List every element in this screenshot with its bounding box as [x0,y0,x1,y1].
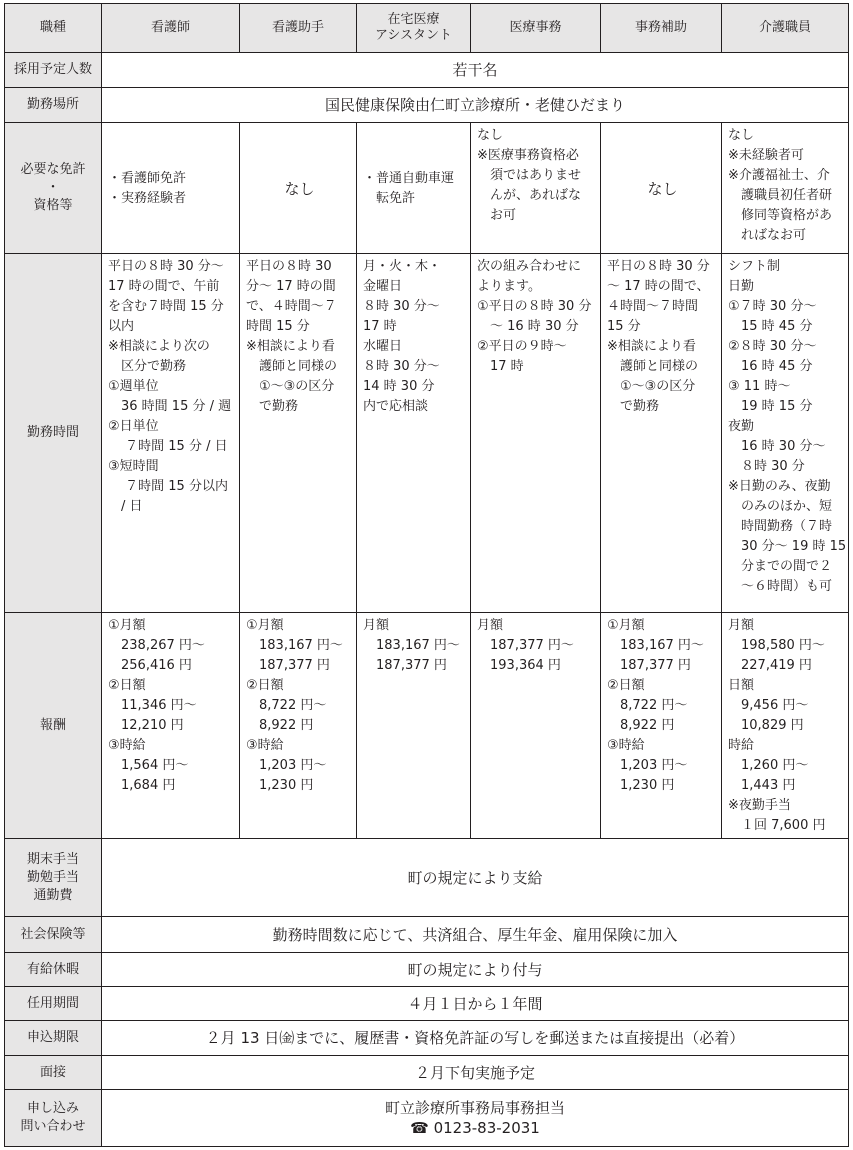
pay-label: 報酬 [5,613,102,839]
contact-label: 申し込み 問い合わせ [5,1090,102,1147]
hours-home-care-assistant: 月・火・木・ 金曜日 ８時 30 分〜 17 時 水曜日 ８時 30 分〜 14 時 30 分 内で応相談 [357,254,471,613]
bonus-label: 期末手当 勤勉手当 通勤費 [5,839,102,917]
hours-office-assistant: 平日の８時 30 分 〜 17 時の間で、 ４時間〜７時間 15 分 ※相談により看 護師と同様の ①〜③の区分 で勤務 [601,254,722,613]
contact-value [102,1090,849,1147]
contact-office: 町立診療所事務局事務担当 [384,1099,565,1117]
header-nurse: 看護師 [102,4,240,53]
header-nursing-assistant: 看護助手 [240,4,357,53]
location-value: 国民健康保険由仁町立診療所・老健ひだまり [102,88,849,123]
location-row [5,88,849,123]
deadline-label: 申込期限 [5,1021,102,1056]
leave-row [5,953,849,987]
header-home-care-assistant: 在宅医療 アシスタント [357,4,471,53]
pay-care-worker: 月額 198,580 円〜 227,419 円 日額 9,456 円〜 10,829 円 時給 1,260 円〜 1,443 円 ※夜勤手当 １回 7,600 円 [722,613,849,839]
pay-office-assistant: ①月額 183,167 円〜 187,377 円 ②日額 8,722 円〜 8,922 円 ③時給 1,203 円〜 1,230 円 [601,613,722,839]
bonus-value: 町の規定により支給 [102,839,849,917]
license-nursing-assistant: なし [240,123,357,254]
license-label: 必要な免許 ・ 資格等 [5,123,102,254]
recruit-label: 採用予定人数 [5,53,102,88]
header-office-assistant: 事務補助 [601,4,722,53]
interview-label: 面接 [5,1056,102,1090]
hours-nurse: 平日の８時 30 分〜 17 時の間で、午前 を含む７時間 15 分 以内 ※相談により次の 区分で勤務 ①週単位 36 時間 15 分 / 週 ②日単位 ７時間 15 分 / 日 ③短時間 ７時間 15 分以内 / 日 [102,254,240,613]
recruitment-table [4,3,849,1147]
bonus-row [5,839,849,917]
insurance-row [5,917,849,953]
hours-row [5,254,849,613]
pay-nursing-assistant: ①月額 183,167 円〜 187,377 円 ②日額 8,722 円〜 8,922 円 ③時給 1,203 円〜 1,230 円 [240,613,357,839]
license-care-worker: なし ※未経験者可 ※介護福祉士、介 護職員初任者研 修同等資格があ ればなお可 [722,123,849,254]
contact-phone: ☎ 0123-83-2031 [410,1119,540,1137]
term-row [5,987,849,1021]
license-medical-clerk: なし ※医療事務資格必 須ではありませ んが、あればな お可 [471,123,601,254]
interview-value: ２月下旬実施予定 [102,1056,849,1090]
header-medical-clerk: 医療事務 [471,4,601,53]
insurance-value: 勤務時間数に応じて、共済組合、厚生年金、雇用保険に加入 [102,917,849,953]
header-job-type: 職種 [5,4,102,53]
deadline-value: ２月 13 日㈮までに、履歴書・資格免許証の写しを郵送または直接提出（必着） [102,1021,849,1056]
hours-care-worker: シフト制 日勤 ①７時 30 分〜 15 時 45 分 ②８時 30 分〜 16 時 45 分 ③ 11 時〜 19 時 15 分 夜勤 16 時 30 分〜 ８時 30 分 ※日勤のみ、夜勤 のみのほか、短 時間勤務（７時 30 分〜 19 時 15 分までの間で２ 〜６時間）も可 [722,254,849,613]
leave-value: 町の規定により付与 [102,953,849,987]
deadline-row [5,1021,849,1056]
pay-home-care-assistant: 月額 183,167 円〜 187,377 円 [357,613,471,839]
hours-nursing-assistant: 平日の８時 30 分〜 17 時の間 で、４時間〜７ 時間 15 分 ※相談により看 護師と同様の ①〜③の区分 で勤務 [240,254,357,613]
license-office-assistant: なし [601,123,722,254]
insurance-label: 社会保険等 [5,917,102,953]
hours-medical-clerk: 次の組み合わせに よります。 ①平日の８時 30 分 〜 16 時 30 分 ②平日の９時〜 17 時 [471,254,601,613]
header-row [5,4,849,53]
pay-medical-clerk: 月額 187,377 円〜 193,364 円 [471,613,601,839]
recruit-row [5,53,849,88]
contact-row [5,1090,849,1147]
hours-label: 勤務時間 [5,254,102,613]
header-care-worker: 介護職員 [722,4,849,53]
leave-label: 有給休暇 [5,953,102,987]
pay-nurse: ①月額 238,267 円〜 256,416 円 ②日額 11,346 円〜 12,210 円 ③時給 1,564 円〜 1,684 円 [102,613,240,839]
license-row [5,123,849,254]
license-home-care-assistant: ・普通自動車運 転免許 [357,123,471,254]
license-nurse: ・看護師免許 ・実務経験者 [102,123,240,254]
term-label: 任用期間 [5,987,102,1021]
pay-row [5,613,849,839]
recruit-value: 若干名 [102,53,849,88]
term-value: ４月１日から１年間 [102,987,849,1021]
location-label: 勤務場所 [5,88,102,123]
interview-row [5,1056,849,1090]
